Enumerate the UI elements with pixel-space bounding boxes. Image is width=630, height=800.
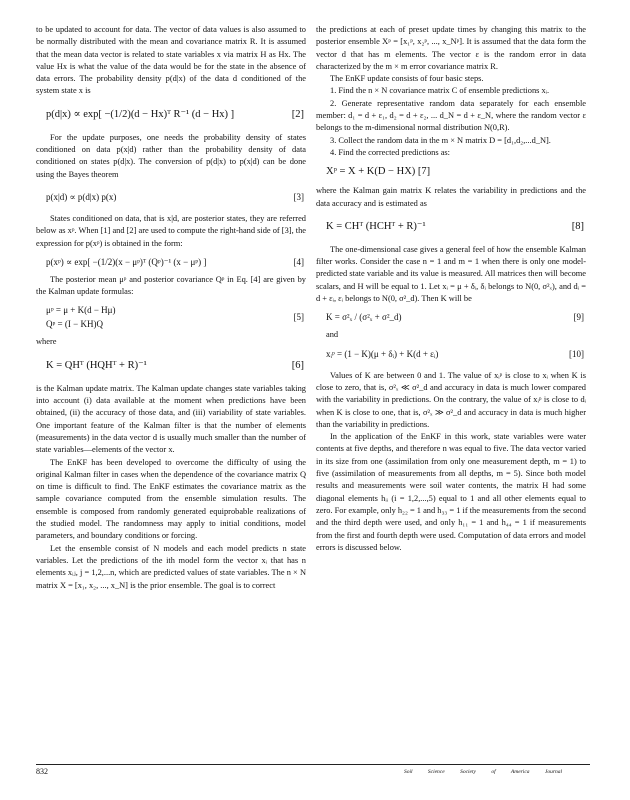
paragraph: to be updated to account for data. The vector of data values is also assumed to be normally distributed with the mean and covariance matrix R. It is assumed that the mean data vector is related to state variables x via matrix H as Hx. The value Hx is what the value of the data would be for the state in the absence of data errors. The probability density p(d|x) of the data d conditioned of the system state x is xyxy=(36,25,306,96)
equation-6 xyxy=(36,358,306,374)
equation-9 xyxy=(316,310,586,324)
paragraph: where the Kalman gain matrix K relates the variability in predictions and the data accuracy and is estimated as xyxy=(316,186,586,208)
paragraph: The posterior mean μᵖ and posterior covariance Qᵖ in Eq. [4] are given by the Kalman update formulas: xyxy=(36,274,306,297)
right-column xyxy=(316,24,586,554)
paragraph: where xyxy=(36,337,57,347)
left-column xyxy=(36,24,306,592)
equation-number: [9] xyxy=(573,312,584,323)
equation-body: p(x|d) ∝ p(d|x) p(x) xyxy=(46,191,117,202)
equation-7 xyxy=(316,164,586,180)
step-2: 2. Generate representative random data separately for each ensemble member: d₁ = d + ε₁, d₂ = d + ε₂, ... d_N = d + ε_N, where the random vector ε belongs to the m-dimensional normal distribution N(0,R). xyxy=(316,98,586,133)
equation-number: [10] xyxy=(569,348,584,359)
journal-name: Soil Science Society of America Journal xyxy=(403,769,562,775)
paragraph: Values of K are between 0 and 1. The value of xᵢᵖ is close to xᵢ when K is close to zero, that is, σ²ₓ ≪ σ²_d and accuracy in data is much lower compared with the variability in predictions. On the contrary, the value of xᵢᵖ is close to dᵢ when K is close to one, that is, σ²ₓ ≫ σ²_d and accuracy in data is much higher than the variability in predictions. xyxy=(316,370,586,429)
equation-number: [5] xyxy=(293,312,304,323)
paragraph: In the application of the EnKF in this work, state variables were water contents at five depths, and therefore n was equal to five. The data vector varied in its size from one (assimilation from only one measurement depth, m = 1) to five (assimilation of measurements from all depths, m = 5). Since both model results and measurements were soil water contents, the matrix H had some diagonal elements hᵢᵢ (i = 1,2,...,5) equal to 1 and all other elements equal to zero. For example, only h₂₂ = 1 and h₃₃ = 1 if the measurements from the second and the third depth were used, and only h₁₁ = 1 and h₄₄ = 1 if measurements from the first and fourth depth were used. Computation of data errors and model errors is discussed below. xyxy=(316,432,586,552)
equation-body: p(d|x) ∝ exp[ −(1/2)(d − Hx)ᵀ R⁻¹ (d − Hx) ] xyxy=(46,108,235,120)
equation-line: Qᵖ = (I − KH)Q xyxy=(46,319,103,330)
paragraph: The one-dimensional case gives a general feel of how the ensemble Kalman filter works. Consider the case n = 1 and m = 1 when there is only one model-predicted state variable and its value is measured. All matrices then will become scalars, and H will be equal to 1. Let xᵢ = μ + δᵢ, δᵢ belongs to N(0, σ²ₓ), and dᵢ = d + εᵢ, εᵢ belongs to N(0, σ²_d). Then K will be xyxy=(316,244,586,304)
equation-5 xyxy=(36,303,306,331)
step-3: 3. Collect the random data in the m × N matrix D = [d₁,d₂,...d_N]. xyxy=(330,135,551,145)
step-1: 1. Find the n × N covariance matrix C of ensemble predictions xᵢ. xyxy=(330,86,550,96)
paragraph: The EnKF update consists of four basic steps. xyxy=(330,74,484,84)
equation-number: [6] xyxy=(291,359,304,371)
equation-body: xᵢᵖ = (1 − K)(μ + δᵢ) + K(d + εᵢ) xyxy=(326,348,439,359)
equation-body: K = CHᵀ (HCHᵀ + R)⁻¹ xyxy=(326,220,426,232)
paragraph: Let the ensemble consist of N models and each model predicts n state variables. Let the predictions of the ith model form the vector xᵢ that has n elements xᵢⱼ, j = 1,2,...n, which are predicted values of state variables. The n × N matrix X = [x₁, x₂, ..., x_N] is the prior ensemble. The goal is to correct xyxy=(36,543,306,590)
equation-10 xyxy=(316,347,586,361)
paragraph: the predictions at each of preset update times by changing this matrix to the posterior ensemble Xᵖ = [x₁ᵖ, x₂ᵖ, ..., x_Nᵖ]. It is assumed that the data form the vector d that has m elements. The vector ε is the random error in data characterized by the m × m error covariance matrix R. xyxy=(316,25,586,71)
equation-line: μᵖ = μ + K(d − Hμ) xyxy=(46,305,116,316)
equation-body: K = σ²ₓ / (σ²ₓ + σ²_d) xyxy=(326,312,402,323)
equation-4 xyxy=(36,255,306,269)
equation-number: [3] xyxy=(293,191,304,202)
equation-body xyxy=(46,303,116,331)
paragraph: and xyxy=(326,330,339,340)
page-footer xyxy=(36,764,590,776)
paragraph: The EnKF has been developed to overcome the difficulty of using the original Kalman filter in cases when the dependence of the covariance matrix Q on time is difficult to find. The EnKF estimates the covariance matrix as the sample covariance computed from the ensemble simulation results. The ensemble is composed from randomly generated equiprobable realizations of the studied model. The randomness may apply to initial conditions, model parameters, and boundary conditions or forcing. xyxy=(36,457,306,541)
equation-3 xyxy=(36,190,306,204)
paragraph: States conditioned on data, that is x|d, are posterior states, they are referred below as xᵖ. When [1] and [2] are used to compute the right-hand side of [3], the expression for p(xᵖ) is obtained in the form: xyxy=(36,213,306,248)
equation-2 xyxy=(36,107,306,123)
page-number: 832 xyxy=(36,767,48,776)
equation-body: Xᵖ = X + K(D − HX) [7] xyxy=(326,166,431,178)
step-4: 4. Find the corrected predictions as: xyxy=(330,147,451,157)
paragraph: For the update purposes, one needs the probability density of states conditioned on data p(x|d) rather than the probability density of data conditioned on states p(d|x). The conversion of p(d|x) to p(x|d) can be done using the Bayes theorem xyxy=(36,132,306,179)
equation-number: [4] xyxy=(293,256,304,267)
equation-body: K = QHᵀ (HQHᵀ + R)⁻¹ xyxy=(46,359,147,371)
equation-8 xyxy=(316,219,586,235)
paragraph: is the Kalman update matrix. The Kalman update changes state variables taking into account (i) data available at the moment when predictions have been obtained, (ii) the accuracy of those data, and (iii) variability of state variables. One important feature of the Kalman filter is that the number of elements (measurements) in the data vector d is usually much smaller than the number of state variables—elements of the vector x. xyxy=(36,383,306,455)
equation-number: [8] xyxy=(571,220,584,232)
equation-number: [2] xyxy=(291,108,304,120)
equation-body: p(xᵖ) ∝ exp[ −(1/2)(x − μᵖ)ᵀ (Qᵖ)⁻¹ (x − μᵖ) ] xyxy=(46,256,207,267)
